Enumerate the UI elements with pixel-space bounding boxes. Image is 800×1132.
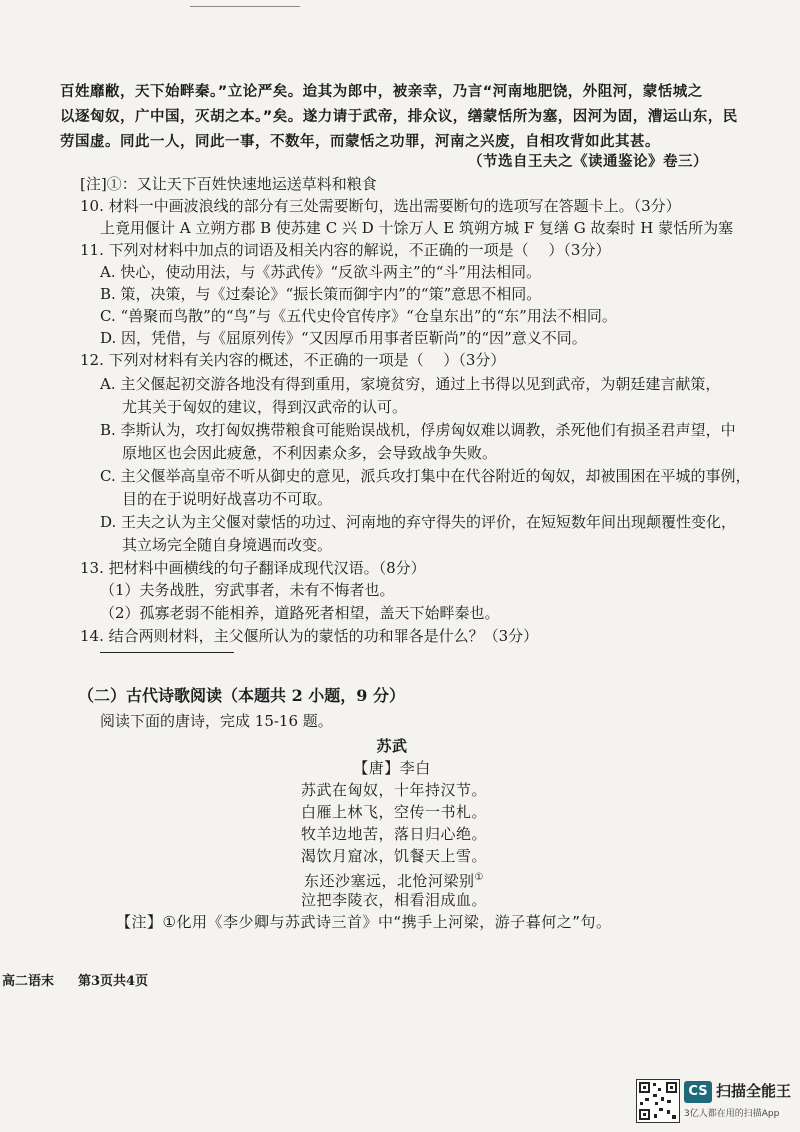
question-13-item-1: （1）夫务战胜，穷武事者，未有不悔者也。 — [100, 581, 395, 599]
question-14-stem: 14. 结合两则材料，主父偃所认为的蒙恬的功和罪各是什么？（3分） — [80, 627, 539, 645]
question-12-option-d-cont: 其立场完全随自身境遇而改变。 — [122, 536, 333, 554]
question-12-option-b: B. 李斯认为，攻打匈奴携带粮食可能贻误战机，俘虏匈奴难以调教，杀死他们有损圣君声望，中 — [100, 421, 736, 439]
poem-line-with-note — [0, 868, 794, 891]
question-13-item-2: （2）孤寡老弱不能相养，道路死者相望，盖天下始畔秦也。 — [100, 604, 500, 622]
poem-note-marker: ① — [474, 872, 484, 883]
passage-line: 以逐匈奴，广中国，灭胡之本。”矣。遂力请于武帝，排众议，缮蒙恬所为塞，因河为固，漕运山东，民 — [60, 109, 738, 125]
question-12-option-c-cont: 目的在于说明好战喜功不可取。 — [122, 490, 333, 508]
question-12-option-c: C. 主父偃举高皇帝不听从御史的意见，派兵攻打集中在代谷附近的匈奴，却被围困在平城的事例， — [100, 467, 751, 485]
poem-title: 苏武 — [376, 737, 408, 755]
question-12-option-a: A. 主父偃起初交游各地没有得到重用，家境贫穷，通过上书得以见到武帝，为朝廷建言献策， — [100, 375, 721, 393]
question-12-option-a-cont: 尤其关于匈奴的建议，得到汉武帝的认可。 — [122, 398, 408, 416]
question-11-stem: 11. 下列对材料中加点的词语及相关内容的解说，不正确的一项是（ ）（3分） — [80, 241, 611, 259]
question-12-stem: 12. 下列对材料有关内容的概述，不正确的一项是（ ）（3分） — [80, 351, 506, 369]
question-12-option-b-cont: 原地区也会因此疲惫，不利因素众多，会导致战争失败。 — [122, 444, 498, 462]
camscanner-tagline: 3亿人都在用的扫描App — [684, 1109, 780, 1119]
section-2-instruction: 阅读下面的唐诗，完成 15-16 题。 — [100, 712, 333, 730]
passage-line: 百姓靡敝，天下始畔秦。”立论严矣。迨其为郎中，被亲幸，乃言“河南地肥饶，外阻河，蒙恬城之 — [60, 84, 703, 100]
passage-source: （节选自王夫之《读通鉴论》卷三） — [468, 154, 708, 170]
question-11-option-b: B. 策，决策，与《过秦论》“振长策而御宇内”的“策”意思不相同。 — [100, 285, 542, 303]
question-12-option-d: D. 王夫之认为主父偃对蒙恬的功过、河南地的弃守得失的评价，在短短数年间出现颠覆性变化， — [100, 513, 737, 531]
question-10-stem: 10. 材料一中画波浪线的部分有三处需要断句，选出需要断句的选项写在答题卡上。（3分） — [80, 197, 681, 215]
poem-line: 苏武在匈奴，十年持汉节。 — [300, 781, 487, 799]
section-2-heading: （二）古代诗歌阅读（本题共 2 小题，9 分） — [78, 686, 405, 705]
poem-line: 渴饮月窟冰，饥餐天上雪。 — [300, 847, 487, 865]
poem-line: 白雁上林飞，空传一书札。 — [300, 803, 487, 821]
poem-line: 泣把李陵衣，相看泪成血。 — [300, 891, 487, 909]
qr-code-icon — [636, 1079, 680, 1123]
poem-note: 【注】①化用《李少卿与苏武诗三首》中“携手上河梁，游子暮何之”句。 — [116, 913, 612, 931]
poem-author: 【唐】李白 — [353, 759, 431, 777]
section-divider — [100, 652, 234, 653]
passage-line: 劳国虚。同此一人，同此一事，不数年，而蒙恬之功罪，河南之兴废，自相攻背如此其甚。 — [60, 134, 660, 150]
top-rule — [190, 6, 300, 7]
camscanner-logo: CS — [684, 1081, 712, 1103]
camscanner-brand: 扫描全能王 — [716, 1082, 792, 1100]
question-13-stem: 13. 把材料中画横线的句子翻译成现代汉语。（8分） — [80, 559, 426, 577]
question-11-option-a: A. 快心，使动用法，与《苏武传》“反欲斗两主”的“斗”用法相同。 — [100, 263, 542, 281]
footer-course: 高二语末 — [2, 974, 55, 989]
question-10-text: 上竟用偃计 A 立朔方郡 B 使苏建 C 兴 D 十馀万人 E 筑朔方城 F 复缮 G 故秦时 H 蒙恬所为塞 — [100, 219, 734, 237]
poem-line: 牧羊边地苦，落日归心绝。 — [300, 825, 487, 843]
poem-line: 东还沙塞远，北怆河梁别 — [304, 872, 475, 890]
footer-page: 第3页共4页 — [78, 974, 149, 989]
question-11-option-d: D. 因，凭借，与《屈原列传》“又因厚币用事者臣靳尚”的“因”意义不同。 — [100, 329, 587, 347]
passage-note: [注]①：又让天下百姓快速地运送草料和粮食 — [80, 175, 377, 193]
question-11-option-c: C. “兽聚而鸟散”的“鸟”与《五代史伶官传序》“仓皇东出”的“东”用法不相同。 — [100, 307, 617, 325]
